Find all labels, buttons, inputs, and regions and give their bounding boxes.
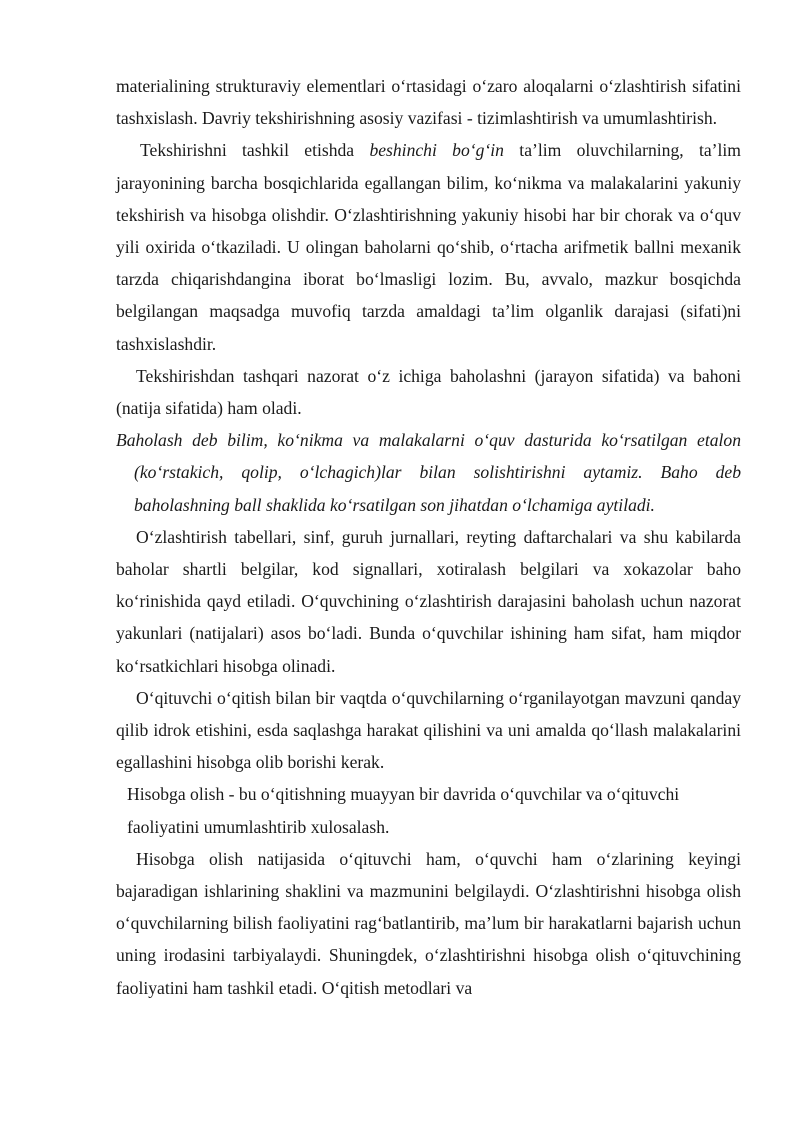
definition-accounting — [116, 778, 741, 842]
fifth-link-term: beshinchi bo‘g‘in — [369, 140, 504, 161]
paragraph-continuation: materialining strukturaviy elementlari o‘rtasidagi o‘zaro aloqalarni o‘zlashtirish sifatini tashxislash. Davriy tekshirishning asosiy vazifasi - tizimlashtirish va umumlashtirish. — [116, 76, 741, 129]
paragraph-teacher-tracking: O‘qituvchi o‘qitish bilan bir vaqtda o‘quvchilarning o‘rganilayotgan mavzuni qanday qilib idrok etishini, esda saqlashga harakat qilishini va uni amalda qo‘llash malakalarini egallashini hisobga olib borishi kerak. — [116, 687, 741, 773]
paragraph-accounting-results: Hisobga olish natijasida o‘qituvchi ham, o‘quvchi ham o‘zlarining keyingi bajaradigan ishlarining shaklini va mazmunini belgilaydi. O‘zlashtirishni hisobga olish o‘quvchilarning bilish faoliyatini rag‘batlantirib, ma’lum bir harakatlarni bajarish uchun uning irodasini tarbiyalaydi. Shuningdek, o‘zlashtirishni hisobga olish o‘qituvchining faoliyatini ham tashkil etadi. O‘qitish metodlari va — [116, 848, 741, 998]
paragraph-final-stage-intro: Tekshirishni tashkil etishda — [140, 140, 370, 161]
definition-assessment: Baholash deb bilim, ko‘nikma va malakalarni o‘quv dasturida ko‘rsatilgan etalon (ko‘rstakich, qolip, o‘lchagich)lar bilan solishtirishni aytamiz. Baho deb baholashning ball shaklida ko‘rsatilgan son jihatdan o‘lchamiga aytiladi. — [116, 430, 741, 515]
paragraph-final-stage-body: ta’lim oluvchilarning, ta’lim jarayonining barcha bosqichlarida egallangan bilim, ko‘nikma va malakalarini yakuniy tekshirish va hisobga olishdir. O‘zlashtirishning yakuniy hisobi har bir chorak va o‘quv yili oxirida o‘tkaziladi. U olingan baholarni qo‘shib, o‘rtacha arifmetik ballni mexanik tarzda chiqarishdangina iborat bo‘lmasligi lozim. Bu, avvalo, mazkur bosqichda belgilangan maqsadga muvofiq tarzda amaldagi ta’lim olganlik darajasi (sifati)ni tashxislashdir. — [116, 140, 741, 354]
document-page — [116, 70, 741, 1004]
paragraph-final-stage — [116, 134, 741, 359]
definition-accounting-line1: Hisobga olish - bu o‘qitishning muayyan bir davrida o‘quvchilar va o‘qituvchi — [127, 784, 680, 805]
paragraph-control: Tekshirishdan tashqari nazorat o‘z ichiga baholashni (jarayon sifatida) va bahoni (natija sifatida) ham oladi. — [116, 365, 741, 419]
definition-accounting-line2: faoliyatini umumlashtirib xulosalash. — [127, 816, 390, 837]
paragraph-grade-records: O‘zlashtirish tabellari, sinf, guruh jurnallari, reyting daftarchalari va shu kabilarda baholar shartli belgilar, kod signallari, xotiralash belgilari va xokazolar baho ko‘rinishida qayd etiladi. O‘quvchining o‘zlashtirish darajasini baholash uchun nazorat yakunlari (natijalari) asos bo‘ladi. Bunda o‘quvchilar ishining ham sifat, ham miqdor ko‘rsatkichlari hisobga olinadi. — [116, 526, 741, 676]
